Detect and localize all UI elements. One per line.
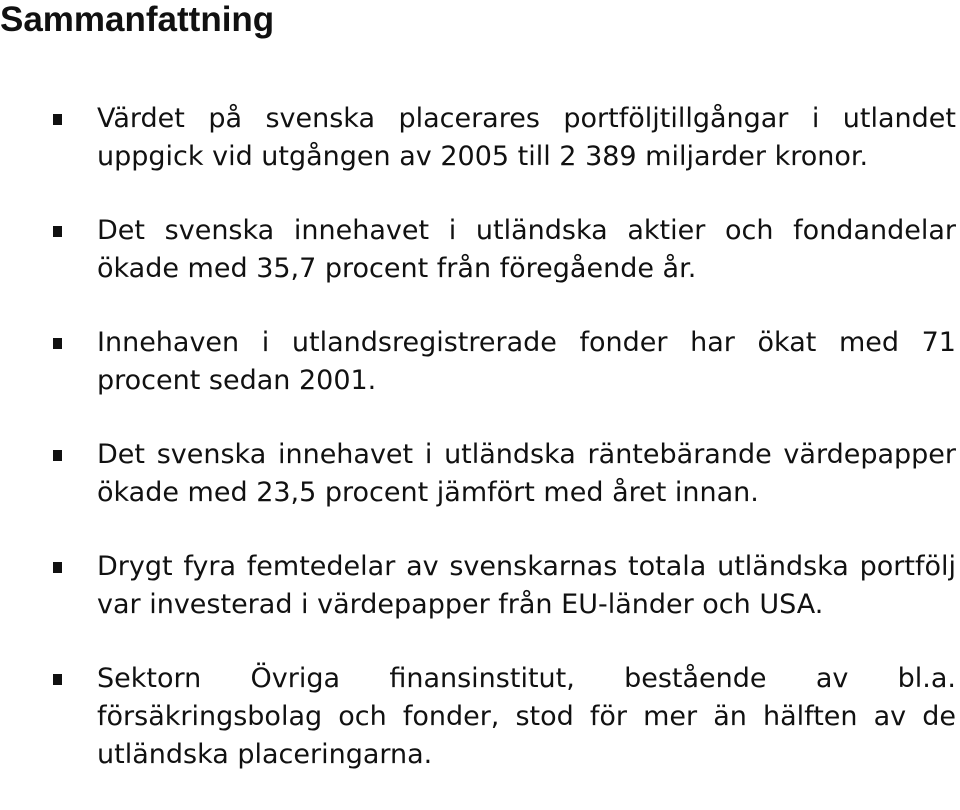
bullet-text: Värdet på svenska placerares portföljtillgångar i utlandet uppgick vid utgången av 2005 till 2 389 miljarder kronor. <box>97 103 956 172</box>
square-bullet-icon <box>53 226 62 237</box>
list-item <box>0 660 960 774</box>
list-item <box>0 548 960 624</box>
list-item <box>0 100 960 176</box>
bullet-text: Drygt fyra femtedelar av svenskarnas totala utländska portfölj var investerad i värdepapper från EU-länder och USA. <box>97 551 956 620</box>
square-bullet-icon <box>53 674 62 685</box>
list-item <box>0 324 960 400</box>
summary-bullet-list <box>0 100 960 810</box>
page-title: Sammanfattning <box>0 0 275 39</box>
square-bullet-icon <box>53 562 62 573</box>
bullet-text: Sektorn Övriga finansinstitut, bestående av bl.a. försäkringsbolag och fonder, stod för mer än hälften av de utländska placeringarna. <box>97 663 956 770</box>
list-item <box>0 212 960 288</box>
bullet-text: Det svenska innehavet i utländska aktier och fondandelar ökade med 35,7 procent från föregående år. <box>97 215 956 284</box>
square-bullet-icon <box>53 338 62 349</box>
square-bullet-icon <box>53 114 62 125</box>
list-item <box>0 436 960 512</box>
bullet-text: Innehaven i utlandsregistrerade fonder har ökat med 71 procent sedan 2001. <box>97 327 956 396</box>
bullet-text: Det svenska innehavet i utländska räntebärande värdepapper ökade med 23,5 procent jämfört med året innan. <box>97 439 956 508</box>
square-bullet-icon <box>53 450 62 461</box>
